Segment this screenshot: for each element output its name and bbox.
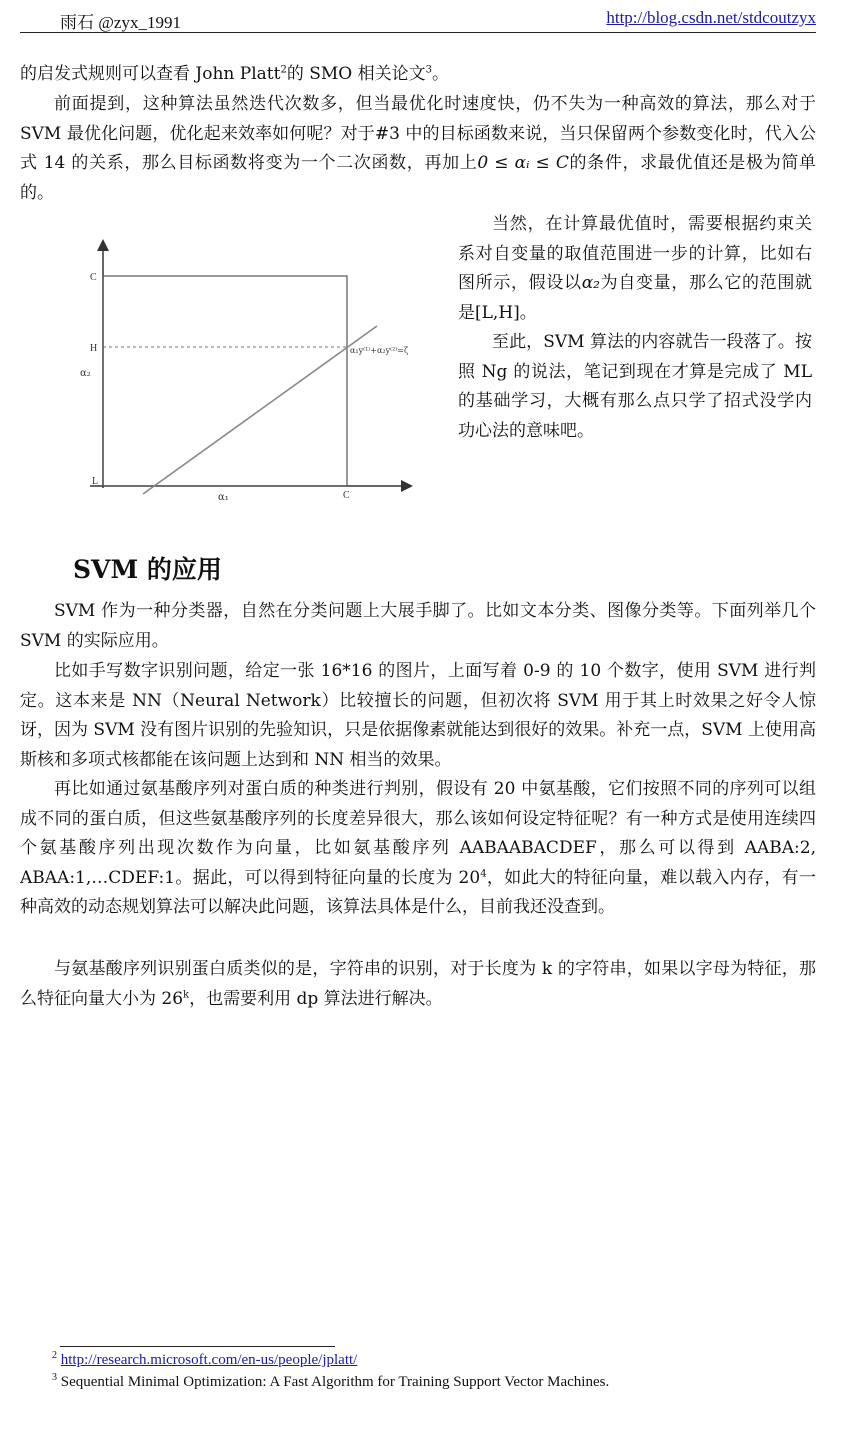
p6-sup: 4 — [480, 868, 487, 880]
p2-end: 为自变量，那么它的范围就是[L,H]。 — [458, 273, 813, 323]
paragraph-range — [458, 210, 812, 328]
page-header — [20, 6, 816, 33]
section-title: SVM 的应用 — [73, 555, 222, 584]
p0-text: 的启发式规则可以查看 John Platt — [20, 64, 281, 84]
paragraph-intro — [20, 597, 816, 656]
footnote-2-link[interactable]: http://research.microsoft.com/en-us/people/jplatt/ — [60, 1352, 358, 1368]
p2-text: 当然，在计算最优值时，需要根据约束关系对自变量的取值范围进一步的计算，比如右图所示，假设以 — [458, 214, 812, 294]
paragraph-protein — [20, 775, 816, 923]
constraint-box — [103, 276, 347, 486]
p7-sup: k — [183, 988, 190, 1000]
paragraph-digit-recognition — [20, 657, 816, 775]
p6-end: ，如此大的特征向量，难以载入内存，有一种高效的动态规划算法可以解决此问题，该算法具体是什么，目前我还没查到。 — [20, 867, 816, 918]
footnote-2 — [52, 1352, 357, 1369]
constraint-diagram — [70, 236, 420, 516]
paragraph-conclusion — [458, 328, 812, 446]
paragraph-continuation — [20, 60, 816, 90]
paragraph-string — [20, 955, 816, 1014]
label-alpha2: α₂ — [80, 368, 91, 379]
footnote-3-num: 3 — [52, 1372, 57, 1383]
alpha-constraint-figure — [70, 236, 420, 516]
p6-text: 再比如通过氨基酸序列对蛋白质的种类进行判别，假设有 20 中氨基酸，它们按照不同的序列可以组成不同的蛋白质，但这些氨基酸序列的长度差异很大，那么该如何设定特征呢？有一种方式是使用连续四个氨基酸序列出现次数作为向量，比如氨基酸序列 AABAABACDEF，那么可以得到 AABA:2, ABAA:1,…CDEF:1。据此，可以得到特征向量的长度为 20 — [20, 779, 817, 888]
p7-text: 与氨基酸序列识别蛋白质类似的是，字符串的识别，对于长度为 k 的字符串，如果以字母为特征，那么特征向量大小为 26 — [20, 959, 816, 1009]
p0-end: 。 — [432, 64, 449, 84]
label-alpha1: α₁ — [218, 492, 229, 503]
label-c-bottom: C — [343, 490, 350, 501]
paragraph-efficiency — [20, 90, 816, 208]
p1-end: 的条件，求最优值还是极为简单的。 — [20, 153, 816, 203]
p4-text: SVM 作为一种分类器，自然在分类问题上大展手脚了。比如文本分类、图像分类等。下面列举几个 SVM 的实际应用。 — [20, 601, 816, 651]
footnote-2-num: 2 — [52, 1350, 57, 1361]
header-author: 雨石 @zyx_1991 — [60, 13, 181, 32]
p1-text: 前面提到，这种算法虽然迭代次数多，但当最优化时速度快，仍不失为一种高效的算法，那么对于 SVM 最优化问题，优化起来效率如何呢？对于#3 中的目标函数来说，当只保留两个参数变化时，代入公式 14 的关系，那么目标函数将变为一个二次函数，再加上 — [20, 94, 816, 174]
label-l: L — [92, 476, 99, 487]
footnote-ref-3[interactable]: 3 — [425, 64, 432, 76]
header-url-link[interactable]: http://blog.csdn.net/stdcoutzyx — [606, 8, 816, 27]
p2-math: α₂ — [581, 273, 600, 294]
p1-math: 0 ≤ αᵢ ≤ C — [477, 153, 569, 174]
p7-end: ，也需要利用 dp 算法进行解决。 — [189, 988, 443, 1009]
label-constraint-eq: α₁y⁽¹⁾+α₂y⁽²⁾=ζ — [350, 346, 409, 355]
footnote-3 — [52, 1374, 609, 1391]
p3-text: 至此，SVM 算法的内容就告一段落了。按照 Ng 的说法，笔记到现在才算是完成了 ML 的基础学习，大概有那么点只学了招式没学内功心法的意味吧。 — [458, 332, 812, 441]
footnote-divider — [60, 1346, 335, 1347]
p0-mid: 的 SMO 相关论文 — [286, 64, 426, 84]
label-h: H — [90, 343, 98, 354]
footnote-3-text: Sequential Minimal Optimization: A Fast Algorithm for Training Support Vector Machines. — [60, 1374, 610, 1390]
p5-text: 比如手写数字识别问题，给定一张 16*16 的图片，上面写着 0-9 的 10 个数字，使用 SVM 进行判定。这本来是 NN（Neural Network）比较擅长的问题，但初次将 SVM 用于其上时效果之好令人惊讶，因为 SVM 没有图片识别的先验知识，只是依据像素就能达到很好的效果。补充一点，SVM 上使用高斯核和多项式核都能在该问题上达到和 NN 相当的效果。 — [20, 661, 816, 770]
constraint-line — [143, 326, 377, 494]
label-c-top: C — [90, 272, 97, 283]
footnote-ref-2[interactable]: 2 — [280, 64, 287, 76]
